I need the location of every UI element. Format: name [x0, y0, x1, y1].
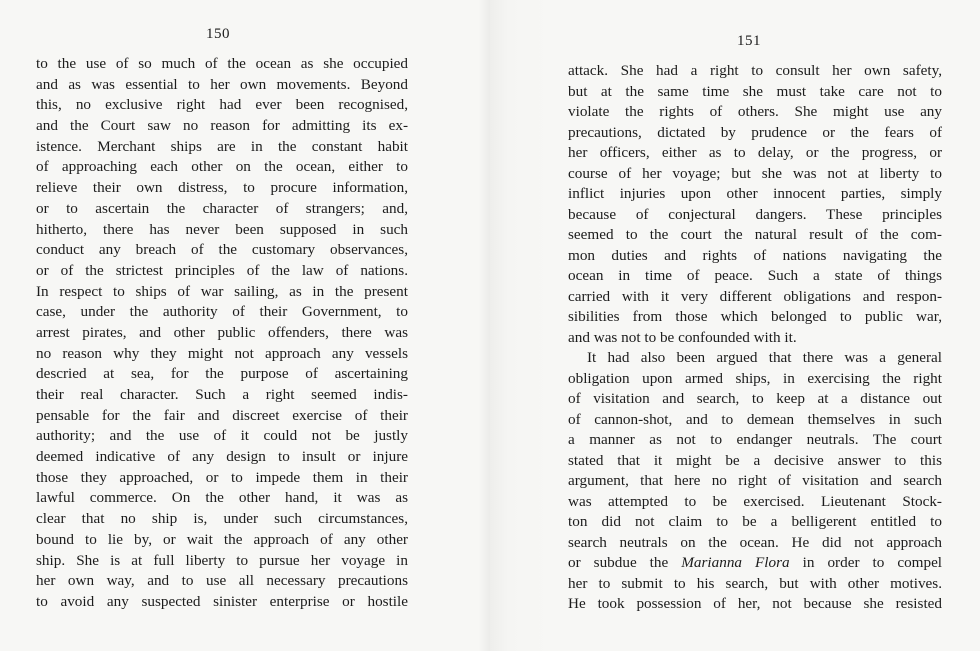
text-line: relieve their own distress, to procure information,: [36, 179, 408, 197]
text-line: bound to lie by, or wait the approach of any other: [36, 530, 408, 548]
page-number: 150: [206, 26, 230, 42]
text-line: It had also been argued that there was a general: [587, 349, 942, 366]
text-line: arrest pirates, and other public offenders, there was: [36, 323, 408, 341]
text-line: her officers, either as to delay, or the progress, or: [568, 144, 942, 161]
text-line: of approaching each other on the ocean, either to: [36, 158, 408, 176]
text-line: but at the same time she must take care not to: [568, 82, 942, 100]
text-line: to avoid any suspected sinister enterprise or hostile: [36, 592, 408, 610]
text-line: lawful commerce. On the other hand, it was as: [36, 489, 408, 507]
text-line: course of her voyage; but she was not at liberty to: [568, 164, 942, 182]
text-line: ship. She is at full liberty to pursue her voyage in: [36, 551, 408, 569]
text-line: precautions, dictated by prudence or the fears of: [568, 123, 942, 141]
text-line: authority; and the use of it could not be justly: [36, 427, 408, 445]
text-line: In respect to ships of war sailing, as in the present: [36, 282, 408, 300]
text-line: He took possession of her, not because she resisted: [568, 595, 942, 612]
text-line-with-italic: [568, 553, 942, 574]
text-line: her own way, and to use all necessary precautions: [36, 572, 408, 590]
text-line: conduct any breach of the customary observances,: [36, 241, 408, 259]
text-line: a manner as not to endanger neutrals. The court: [568, 431, 942, 448]
text-line: or to ascertain the character of strangers; and,: [36, 199, 408, 217]
right-page-text: [568, 61, 942, 615]
text-line: or of the strictest principles of the law of nations.: [36, 261, 408, 279]
text-line: hitherto, there has never been supposed in such: [36, 220, 408, 238]
text-line: descried at sea, for the purpose of ascertaining: [36, 365, 408, 383]
text-line: deemed indicative of any design to insult or injure: [36, 448, 408, 466]
text-line: inflict injuries upon other innocent parties, simply: [568, 185, 942, 202]
text-line: istence. Merchant ships are in the constant habit: [36, 137, 408, 155]
text-line: to the use of so much of the ocean as she occupied: [36, 55, 408, 72]
text-line: was attempted to be exercised. Lieutenant Stock-: [568, 492, 942, 510]
text-line: no reason why they might not approach any vessels: [36, 344, 408, 362]
text-line: clear that no ship is, under such circumstances,: [36, 510, 408, 528]
page-number: 151: [737, 33, 761, 49]
text-line: pensable for the fair and discreet exercise of their: [36, 406, 408, 424]
text-line: because of conjectural dangers. These principles: [568, 205, 942, 223]
text-line: of visitation and search, to keep at a distance out: [568, 390, 942, 407]
text-line: case, under the authority of their Government, to: [36, 303, 408, 321]
text-line: seemed to the court the natural result of the com-: [568, 226, 942, 243]
ship-name-italic: Marianna Flora: [681, 554, 790, 571]
text-line: their real character. Such a right seemed indis-: [36, 386, 408, 403]
text-line: sibilities from those which belonged to public war,: [568, 308, 942, 325]
text-line: ton did not claim to be a belligerent entitled to: [568, 513, 942, 530]
text-line: search neutrals on the ocean. He did not approach: [568, 533, 942, 551]
text-line: argument, that here no right of visitation and search: [568, 472, 942, 489]
text-line: and as was essential to her own movements. Beyond: [36, 75, 408, 93]
text-line: her to submit to his search, but with other motives.: [568, 574, 942, 592]
text-line: this, no exclusive right had ever been recognised,: [36, 96, 408, 114]
text-line: attack. She had a right to consult her own safety,: [568, 62, 942, 79]
text-line: stated that it might be a decisive answer to this: [568, 451, 942, 469]
text-line: mon duties and rights of nations navigating the: [568, 246, 942, 264]
text-line: and the Court saw no reason for admitting its ex-: [36, 117, 408, 135]
text-line: those they approached, or to impede them in their: [36, 468, 408, 486]
text-fragment: or subdue the: [568, 554, 669, 571]
text-line: and was not to be confounded with it.: [568, 328, 797, 346]
text-line: of cannon-shot, and to demean themselves in such: [568, 410, 942, 428]
text-fragment: in order to compel: [802, 554, 942, 571]
text-line: carried with it very different obligations and respon-: [568, 287, 942, 305]
text-line: obligation upon armed ships, in exercising the right: [568, 369, 942, 387]
left-page-text: [36, 54, 408, 613]
text-line: ocean in time of peace. Such a state of things: [568, 267, 942, 284]
text-line: violate the rights of others. She might use any: [568, 103, 942, 120]
